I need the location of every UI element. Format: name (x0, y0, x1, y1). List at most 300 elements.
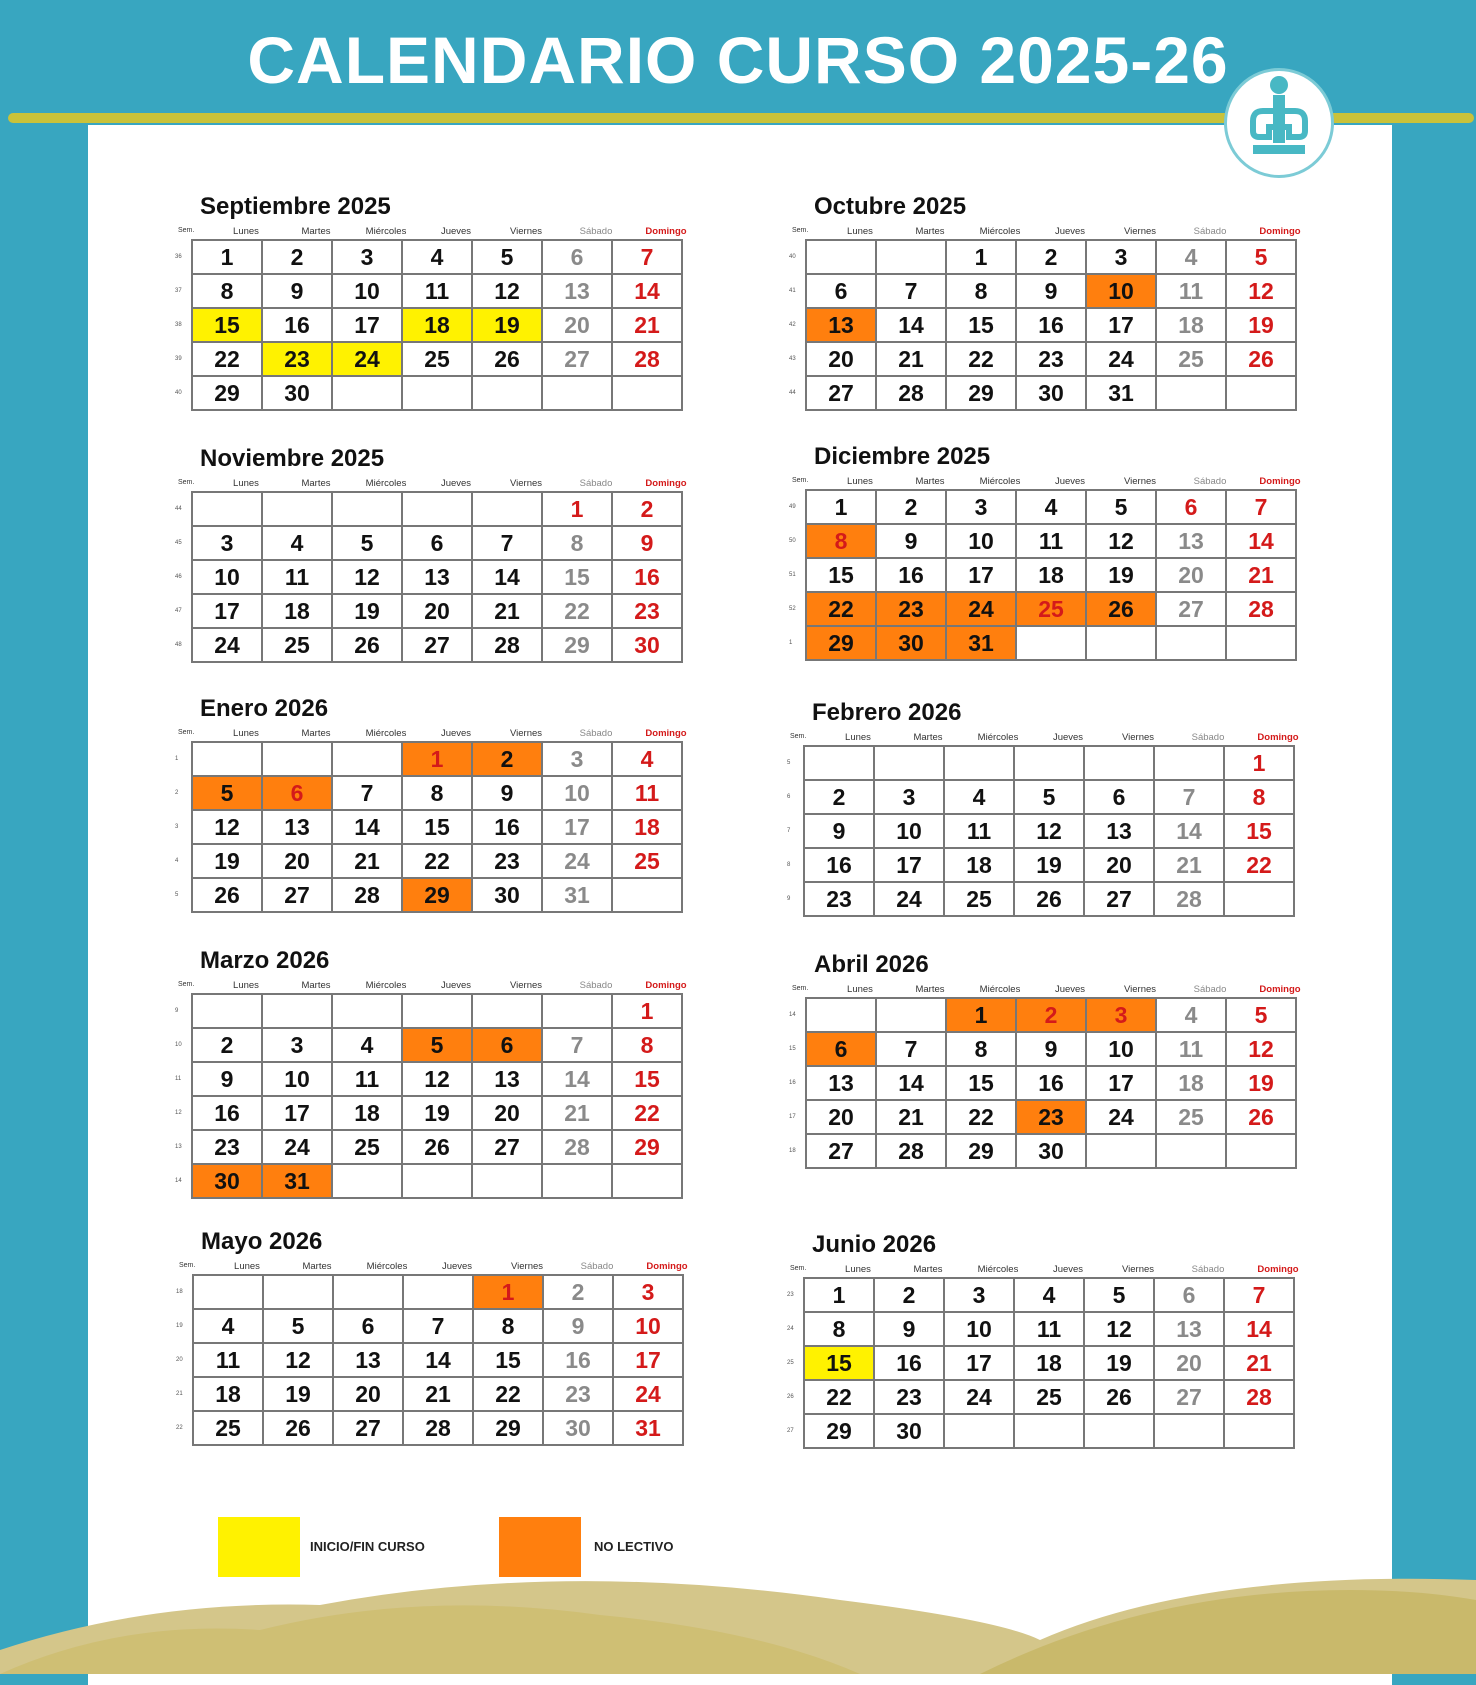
day-cell: 2 (262, 240, 332, 274)
weekday-header (178, 226, 712, 238)
day-cell: 27 (1156, 592, 1226, 626)
weekday-label: Miércoles (365, 226, 407, 237)
day-cell: 4 (1156, 240, 1226, 274)
month-grid (787, 1277, 1295, 1449)
day-cell: 22 (806, 592, 876, 626)
week-number: 6 (787, 794, 791, 800)
weekday-label: Jueves (1054, 476, 1086, 487)
day-cell: 28 (876, 1134, 946, 1168)
weekday-label: Lunes (233, 980, 259, 991)
day-cell: 7 (332, 776, 402, 810)
day-cell: 17 (1086, 308, 1156, 342)
week-row (787, 814, 1294, 848)
weekday-label: Domingo (1257, 1264, 1299, 1275)
day-cell: 4 (193, 1309, 263, 1343)
day-cell: 8 (402, 776, 472, 810)
day-cell: 22 (473, 1377, 543, 1411)
week-row (176, 1343, 683, 1377)
week-row (175, 878, 682, 912)
week-number-header: Sem. (790, 733, 807, 740)
day-cell: 2 (804, 780, 874, 814)
day-cell: 28 (542, 1130, 612, 1164)
day-cell: 2 (612, 492, 682, 526)
day-cell: 3 (192, 526, 262, 560)
day-cell: 30 (612, 628, 682, 662)
day-cell: 26 (1014, 882, 1084, 916)
day-cell: 22 (804, 1380, 874, 1414)
week-number-header: Sem. (178, 729, 195, 736)
weekday-header (179, 1261, 713, 1273)
day-cell: 13 (402, 560, 472, 594)
day-cell: 26 (1226, 342, 1296, 376)
week-number: 18 (176, 1289, 183, 1295)
day-cell: 19 (472, 308, 542, 342)
weekday-label: Sábado (1191, 1264, 1225, 1275)
weekday-label: Domingo (646, 1261, 688, 1272)
weekday-header (792, 984, 1326, 996)
day-cell: 10 (1086, 1032, 1156, 1066)
weekday-label: Viernes (1123, 226, 1157, 237)
day-cell: 16 (192, 1096, 262, 1130)
day-cell: 12 (472, 274, 542, 308)
week-row (175, 810, 682, 844)
week-row (175, 274, 682, 308)
week-row (175, 526, 682, 560)
weekday-label: Viernes (1121, 732, 1155, 743)
weekday-label: Viernes (509, 728, 543, 739)
day-cell: 27 (472, 1130, 542, 1164)
weekday-header (178, 728, 712, 740)
empty-cell (403, 1275, 473, 1309)
empty-cell (1084, 1414, 1154, 1448)
week-row (789, 1066, 1296, 1100)
day-cell: 24 (946, 592, 1016, 626)
weekday-label: Miércoles (979, 984, 1021, 995)
day-cell: 1 (946, 998, 1016, 1032)
empty-cell (1086, 626, 1156, 660)
day-cell: 2 (876, 490, 946, 524)
day-cell: 12 (1084, 1312, 1154, 1346)
week-number: 14 (175, 1178, 182, 1184)
week-number: 41 (789, 288, 796, 294)
weekday-header (178, 980, 712, 992)
day-cell: 7 (1224, 1278, 1294, 1312)
day-cell: 1 (806, 490, 876, 524)
day-cell: 1 (612, 994, 682, 1028)
day-cell: 14 (876, 308, 946, 342)
day-cell: 15 (542, 560, 612, 594)
weekday-label: Sábado (579, 980, 613, 991)
weekday-label: Viernes (509, 226, 543, 237)
weekday-label: Miércoles (365, 728, 407, 739)
weekday-label: Viernes (509, 980, 543, 991)
day-cell: 6 (402, 526, 472, 560)
empty-cell (472, 492, 542, 526)
empty-cell (192, 492, 262, 526)
day-cell: 27 (333, 1411, 403, 1445)
day-cell: 6 (806, 1032, 876, 1066)
weekday-label: Lunes (847, 984, 873, 995)
week-row (789, 1134, 1296, 1168)
day-cell: 6 (333, 1309, 403, 1343)
day-cell: 10 (262, 1062, 332, 1096)
weekday-label: Miércoles (366, 1261, 408, 1272)
weekday-label: Martes (915, 226, 945, 237)
day-cell: 14 (332, 810, 402, 844)
day-cell: 6 (472, 1028, 542, 1062)
week-row (789, 308, 1296, 342)
week-row (787, 746, 1294, 780)
day-cell: 14 (876, 1066, 946, 1100)
day-cell: 15 (473, 1343, 543, 1377)
day-cell: 8 (806, 524, 876, 558)
day-cell: 20 (1156, 558, 1226, 592)
week-number-header: Sem. (178, 981, 195, 988)
empty-cell (542, 376, 612, 410)
empty-cell (804, 746, 874, 780)
week-number: 1 (175, 756, 179, 762)
day-cell: 19 (192, 844, 262, 878)
day-cell: 26 (192, 878, 262, 912)
day-cell: 22 (542, 594, 612, 628)
weekday-label: Lunes (233, 478, 259, 489)
week-number: 8 (787, 862, 791, 868)
day-cell: 18 (332, 1096, 402, 1130)
weekday-label: Viernes (1121, 1264, 1155, 1275)
day-cell: 17 (542, 810, 612, 844)
day-cell: 11 (1156, 1032, 1226, 1066)
day-cell: 7 (612, 240, 682, 274)
week-row (787, 1414, 1294, 1448)
weekday-label: Jueves (440, 226, 472, 237)
week-row (789, 376, 1296, 410)
week-row (175, 342, 682, 376)
day-cell: 1 (402, 742, 472, 776)
day-cell: 9 (472, 776, 542, 810)
week-number: 27 (787, 1428, 794, 1434)
day-cell: 31 (262, 1164, 332, 1198)
week-row (176, 1275, 683, 1309)
day-cell: 4 (612, 742, 682, 776)
week-row (175, 776, 682, 810)
weekday-header (790, 1264, 1324, 1276)
weekday-label: Miércoles (365, 980, 407, 991)
day-cell: 17 (192, 594, 262, 628)
day-cell: 21 (403, 1377, 473, 1411)
weekday-label: Lunes (847, 226, 873, 237)
day-cell: 23 (1016, 342, 1086, 376)
week-row (787, 1278, 1294, 1312)
week-number: 49 (789, 504, 796, 510)
weekday-label: Jueves (440, 980, 472, 991)
week-number: 5 (175, 892, 179, 898)
day-cell: 30 (1016, 1134, 1086, 1168)
day-cell: 26 (402, 1130, 472, 1164)
empty-cell (1226, 1134, 1296, 1168)
week-number: 26 (787, 1394, 794, 1400)
month-grid (789, 997, 1297, 1169)
day-cell: 29 (612, 1130, 682, 1164)
month-grid (175, 491, 683, 663)
day-cell: 1 (804, 1278, 874, 1312)
week-number: 52 (789, 606, 796, 612)
weekday-label: Domingo (1259, 984, 1301, 995)
day-cell: 13 (1156, 524, 1226, 558)
day-cell: 25 (1016, 592, 1086, 626)
day-cell: 19 (1226, 308, 1296, 342)
day-cell: 10 (613, 1309, 683, 1343)
week-row (176, 1309, 683, 1343)
week-row (175, 594, 682, 628)
month-title: Abril 2026 (814, 951, 929, 978)
day-cell: 21 (1224, 1346, 1294, 1380)
day-cell: 21 (612, 308, 682, 342)
day-cell: 2 (874, 1278, 944, 1312)
week-row (175, 492, 682, 526)
day-cell: 2 (472, 742, 542, 776)
empty-cell (472, 376, 542, 410)
day-cell: 4 (944, 780, 1014, 814)
day-cell: 16 (262, 308, 332, 342)
day-cell: 20 (542, 308, 612, 342)
day-cell: 26 (332, 628, 402, 662)
week-row (175, 1062, 682, 1096)
day-cell: 11 (262, 560, 332, 594)
week-row (175, 742, 682, 776)
day-cell: 27 (1154, 1380, 1224, 1414)
day-cell: 5 (1014, 780, 1084, 814)
weekday-header (792, 476, 1326, 488)
day-cell: 13 (262, 810, 332, 844)
week-number: 36 (175, 254, 182, 260)
empty-cell (944, 1414, 1014, 1448)
week-row (175, 1096, 682, 1130)
weekday-label: Sábado (579, 226, 613, 237)
weekday-label: Sábado (1193, 476, 1227, 487)
day-cell: 6 (1156, 490, 1226, 524)
day-cell: 29 (946, 376, 1016, 410)
day-cell: 20 (806, 1100, 876, 1134)
day-cell: 7 (1226, 490, 1296, 524)
week-number-header: Sem. (790, 1265, 807, 1272)
day-cell: 12 (1014, 814, 1084, 848)
month-title: Octubre 2025 (814, 193, 967, 220)
week-row (787, 780, 1294, 814)
weekday-header (178, 478, 712, 490)
weekday-label: Jueves (1052, 732, 1084, 743)
weekday-label: Miércoles (977, 732, 1019, 743)
day-cell: 18 (944, 848, 1014, 882)
week-row (175, 628, 682, 662)
day-cell: 14 (1224, 1312, 1294, 1346)
week-row (176, 1411, 683, 1445)
month-grid (175, 239, 683, 411)
week-number: 11 (175, 1076, 182, 1082)
day-cell: 6 (542, 240, 612, 274)
day-cell: 27 (542, 342, 612, 376)
day-cell: 25 (1156, 1100, 1226, 1134)
day-cell: 25 (193, 1411, 263, 1445)
day-cell: 6 (1084, 780, 1154, 814)
week-number-header: Sem. (178, 227, 195, 234)
day-cell: 3 (542, 742, 612, 776)
month-grid (175, 741, 683, 913)
week-number: 43 (789, 356, 796, 362)
weekday-label: Jueves (440, 478, 472, 489)
week-number: 1 (789, 640, 793, 646)
day-cell: 25 (1014, 1380, 1084, 1414)
day-cell: 14 (1226, 524, 1296, 558)
week-number: 39 (175, 356, 182, 362)
day-cell: 18 (1016, 558, 1086, 592)
weekday-label: Sábado (1193, 984, 1227, 995)
week-number-header: Sem. (179, 1262, 196, 1269)
empty-cell (944, 746, 1014, 780)
day-cell: 16 (472, 810, 542, 844)
day-cell: 1 (192, 240, 262, 274)
day-cell: 2 (543, 1275, 613, 1309)
day-cell: 9 (612, 526, 682, 560)
week-number: 46 (175, 574, 182, 580)
week-row (789, 490, 1296, 524)
day-cell: 11 (1014, 1312, 1084, 1346)
day-cell: 7 (472, 526, 542, 560)
day-cell: 3 (944, 1278, 1014, 1312)
day-cell: 11 (193, 1343, 263, 1377)
day-cell: 9 (804, 814, 874, 848)
weekday-label: Domingo (1259, 476, 1301, 487)
day-cell: 5 (263, 1309, 333, 1343)
weekday-label: Martes (302, 1261, 332, 1272)
weekday-label: Viernes (1123, 476, 1157, 487)
day-cell: 24 (874, 882, 944, 916)
empty-cell (472, 994, 542, 1028)
day-cell: 14 (403, 1343, 473, 1377)
day-cell: 30 (543, 1411, 613, 1445)
month-title: Marzo 2026 (200, 947, 330, 974)
legend-label-no-lectivo: NO LECTIVO (594, 1539, 674, 1554)
school-logo (1224, 68, 1334, 178)
day-cell: 22 (946, 1100, 1016, 1134)
day-cell: 7 (1154, 780, 1224, 814)
day-cell: 11 (332, 1062, 402, 1096)
day-cell: 13 (542, 274, 612, 308)
weekday-label: Sábado (579, 728, 613, 739)
day-cell: 24 (1086, 342, 1156, 376)
weekday-label: Miércoles (365, 478, 407, 489)
day-cell: 29 (473, 1411, 543, 1445)
empty-cell (472, 1164, 542, 1198)
empty-cell (262, 742, 332, 776)
empty-cell (876, 998, 946, 1032)
empty-cell (1226, 376, 1296, 410)
day-cell: 3 (613, 1275, 683, 1309)
day-cell: 6 (1154, 1278, 1224, 1312)
day-cell: 14 (1154, 814, 1224, 848)
day-cell: 7 (542, 1028, 612, 1062)
week-row (175, 994, 682, 1028)
weekday-label: Jueves (1054, 984, 1086, 995)
weekday-label: Sábado (1191, 732, 1225, 743)
day-cell: 23 (804, 882, 874, 916)
empty-cell (1156, 376, 1226, 410)
month-title: Septiembre 2025 (200, 193, 391, 220)
empty-cell (1224, 1414, 1294, 1448)
day-cell: 30 (1016, 376, 1086, 410)
week-number: 23 (787, 1292, 794, 1298)
empty-cell (262, 492, 332, 526)
day-cell: 30 (192, 1164, 262, 1198)
day-cell: 29 (946, 1134, 1016, 1168)
empty-cell (332, 742, 402, 776)
week-number: 15 (789, 1046, 796, 1052)
decorative-hills (0, 1560, 1476, 1674)
empty-cell (333, 1275, 403, 1309)
day-cell: 24 (262, 1130, 332, 1164)
day-cell: 6 (806, 274, 876, 308)
day-cell: 9 (262, 274, 332, 308)
day-cell: 18 (402, 308, 472, 342)
day-cell: 7 (876, 274, 946, 308)
week-number: 40 (789, 254, 796, 260)
day-cell: 3 (262, 1028, 332, 1062)
day-cell: 28 (472, 628, 542, 662)
month-title: Noviembre 2025 (200, 445, 385, 472)
day-cell: 9 (1016, 274, 1086, 308)
day-cell: 15 (612, 1062, 682, 1096)
day-cell: 23 (612, 594, 682, 628)
day-cell: 21 (472, 594, 542, 628)
month-grid (787, 745, 1295, 917)
day-cell: 20 (806, 342, 876, 376)
month-title: Diciembre 2025 (814, 443, 991, 470)
day-cell: 16 (876, 558, 946, 592)
day-cell: 22 (946, 342, 1016, 376)
week-number: 10 (175, 1042, 182, 1048)
day-cell: 5 (472, 240, 542, 274)
day-cell: 18 (1156, 308, 1226, 342)
day-cell: 8 (612, 1028, 682, 1062)
empty-cell (1086, 1134, 1156, 1168)
week-number: 22 (176, 1425, 183, 1431)
empty-cell (332, 1164, 402, 1198)
empty-cell (192, 742, 262, 776)
day-cell: 18 (1014, 1346, 1084, 1380)
weekday-label: Jueves (1052, 1264, 1084, 1275)
day-cell: 8 (192, 274, 262, 308)
empty-cell (612, 878, 682, 912)
day-cell: 7 (403, 1309, 473, 1343)
day-cell: 1 (946, 240, 1016, 274)
legend-label-start-end: INICIO/FIN CURSO (310, 1539, 425, 1554)
weekday-label: Domingo (645, 226, 687, 237)
day-cell: 26 (263, 1411, 333, 1445)
day-cell: 7 (876, 1032, 946, 1066)
day-cell: 12 (402, 1062, 472, 1096)
weekday-label: Martes (301, 728, 331, 739)
month-title: Febrero 2026 (812, 699, 962, 726)
day-cell: 30 (874, 1414, 944, 1448)
weekday-label: Domingo (645, 728, 687, 739)
day-cell: 22 (402, 844, 472, 878)
week-number: 5 (787, 760, 791, 766)
day-cell: 26 (1084, 1380, 1154, 1414)
week-number: 47 (175, 608, 182, 614)
month-grid (175, 993, 683, 1199)
empty-cell (874, 746, 944, 780)
logo-icon (1227, 71, 1331, 175)
week-row (789, 342, 1296, 376)
